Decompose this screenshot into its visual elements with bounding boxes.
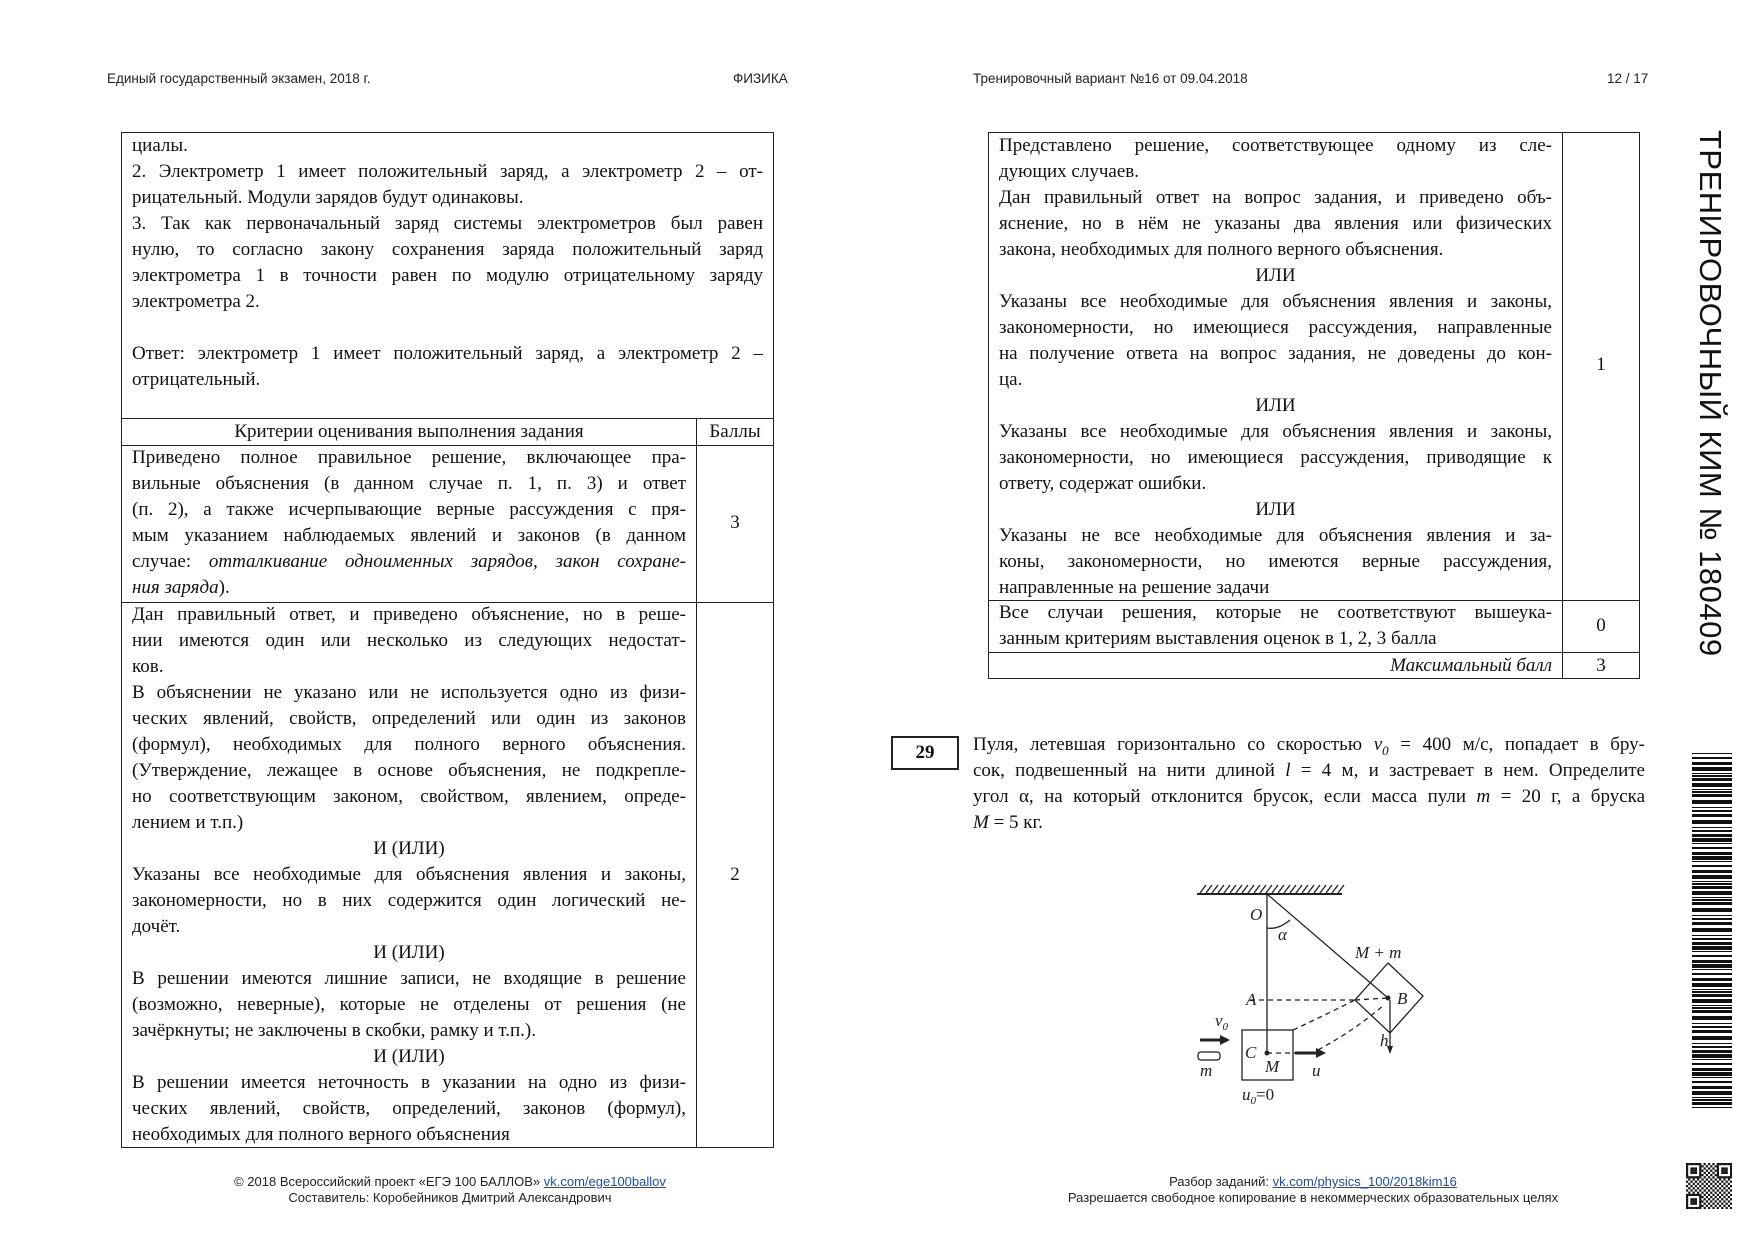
barcode-bar	[1692, 964, 1732, 968]
barcode-bar	[1692, 1016, 1732, 1020]
criterion-0-points: 0	[1596, 615, 1606, 636]
text-line: ца.	[999, 369, 1023, 390]
barcode-bar	[1692, 1046, 1732, 1048]
text-line: дочёт.	[132, 916, 181, 937]
text-line: дующих случаев.	[999, 161, 1139, 182]
barcode-bar	[1692, 1072, 1732, 1076]
solution-text	[122, 133, 773, 393]
barcode-bar	[1692, 778, 1732, 781]
barcode-bar	[1692, 775, 1732, 777]
barcode-bar	[1692, 757, 1732, 759]
text-line: ИЛИ	[1255, 499, 1296, 520]
text-line: отрицательный.	[132, 369, 261, 390]
text-line: угол α, на который отклонится брусок, если масса пули m = 20 г, а бруска	[973, 786, 1645, 807]
barcode-bar	[1692, 918, 1732, 920]
text-line: электрометра 1 в точности равен по модулю отрицательному заряду	[132, 265, 763, 286]
header-variant: Тренировочный вариант №16 от 09.04.2018	[973, 71, 1248, 86]
text-line: И (ИЛИ)	[373, 838, 445, 859]
label-m: m	[1200, 1061, 1213, 1080]
barcode-bar	[1692, 1043, 1732, 1044]
barcode-bar	[1692, 881, 1732, 882]
barcode-bar	[1692, 1007, 1732, 1009]
barcode-bar	[1692, 883, 1732, 885]
barcode-bar	[1692, 1054, 1732, 1058]
footer-license: Разрешается свободное копирование в некоммерческих образовательных целях	[1067, 1190, 1559, 1205]
text-line: Приведено полное правильное решение, включающее пра-	[132, 447, 686, 468]
barcode-bar	[1692, 1059, 1732, 1060]
text-line: Пуля, летевшая горизонтально со скоростью $v_0 = 400$ м/с, попадает в бру-	[973, 734, 1645, 758]
criterion-1-text	[989, 133, 1562, 601]
text-line: закономерности, но имеющиеся рассуждения, приводящие к	[999, 447, 1552, 468]
barcode-bar	[1692, 1023, 1732, 1024]
barcode-bar	[1692, 991, 1732, 993]
barcode-bar	[1692, 794, 1732, 797]
barcode	[1692, 753, 1732, 1108]
text-line: ков.	[132, 656, 164, 677]
barcode-bar	[1692, 1102, 1732, 1105]
barcode-bar	[1692, 856, 1732, 860]
text-line: яснение, но в нём не указаны два явления или физических	[999, 213, 1552, 234]
barcode-bar	[1692, 973, 1732, 975]
text-line: лением и т.п.)	[132, 812, 244, 833]
barcode-bar	[1692, 800, 1732, 804]
barcode-bar	[1692, 875, 1732, 879]
barcode-bar	[1692, 946, 1732, 950]
text-line: И (ИЛИ)	[373, 1046, 445, 1067]
text-line: Представлено решение, соответствующее одному из сле-	[999, 135, 1552, 156]
text-line: закономерности, но имеющиеся рассуждения, направленные	[999, 317, 1552, 338]
label-u0: $u_0=0$	[1242, 1085, 1275, 1107]
text-line: (п. 2), а также исчерпывающие верные рассуждения с пря-	[132, 499, 686, 520]
barcode-bar	[1692, 865, 1732, 867]
barcode-bar	[1692, 762, 1732, 765]
text-line: рицательный. Модули зарядов будут одинаковы.	[132, 187, 524, 208]
label-v0: $v_0$	[1215, 1011, 1229, 1033]
barcode-bar	[1692, 820, 1732, 824]
text-line: мым указанием наблюдаемых явлений и законов (в данном	[132, 525, 686, 546]
text-line: ческих явлений, свойств, определений или один из законов	[132, 708, 686, 729]
barcode-bar	[1692, 767, 1732, 771]
text-line: закона, необходимых для полного верного объяснения.	[999, 239, 1444, 260]
barcode-bar	[1692, 1086, 1732, 1089]
barcode-bar	[1692, 1063, 1732, 1065]
text-line: зачёркнуты; не заключены в скобки, рамку и т.п.).	[132, 1020, 537, 1041]
barcode-bar	[1692, 960, 1732, 963]
barcode-bar	[1692, 783, 1732, 787]
barcode-bar	[1692, 1099, 1732, 1101]
text-line: коны, закономерности, но имеются верные рассуждения,	[999, 551, 1552, 572]
barcode-bar	[1692, 1081, 1732, 1083]
barcode-bar	[1692, 773, 1732, 774]
barcode-bar	[1692, 938, 1732, 940]
text-line: (формул), необходимых для полного верного объяснения.	[132, 734, 686, 755]
text-line	[132, 315, 763, 341]
barcode-bar	[1692, 1030, 1732, 1033]
text-line: Дан правильный ответ на вопрос задания, и приведено объ-	[999, 187, 1552, 208]
criterion-1-points: 1	[1596, 354, 1606, 375]
barcode-bar	[1692, 999, 1732, 1003]
label-O: O	[1250, 905, 1263, 924]
text-line: (возможно, неверные), которые не отделены от решения (не	[132, 994, 686, 1015]
text-line: направленные на решение задачи	[999, 577, 1270, 598]
text-line: ческих явлений, свойств, определений, законов (формул),	[132, 1098, 686, 1119]
barcode-bar	[1692, 830, 1732, 832]
criterion-3-points: 3	[730, 512, 740, 533]
label-alpha: α	[1278, 925, 1287, 944]
barcode-bar	[1692, 789, 1732, 790]
text-line: Ответ: электрометр 1 имеет положительный заряд, а электрометр 2 –	[132, 343, 763, 364]
text-line: ИЛИ	[1255, 395, 1296, 416]
text-line: В объяснении не указано или не используется одно из физи-	[132, 682, 686, 703]
barcode-bar	[1692, 870, 1732, 873]
barcode-bar	[1692, 902, 1732, 905]
text-line: сок, подвешенный на нити длиной l = 4 м, и застревает в нем. Определите	[973, 760, 1645, 781]
barcode-bar	[1692, 838, 1732, 842]
barcode-bar	[1692, 989, 1732, 990]
barcode-bar	[1692, 814, 1732, 817]
points-header: Баллы	[709, 421, 761, 442]
barcode-bar	[1692, 935, 1732, 936]
text-line: В решении имеются лишние записи, не входящие в решение	[132, 968, 686, 989]
text-line: (Утверждение, лежащее в основе объяснения, не подкрепле-	[132, 760, 686, 781]
barcode-bar	[1692, 827, 1732, 828]
barcode-bar	[1692, 807, 1732, 808]
header-subject: ФИЗИКА	[733, 71, 788, 86]
footer-author: Составитель: Коробейников Дмитрий Александрович	[288, 1190, 612, 1205]
barcode-bar	[1692, 899, 1732, 901]
text-line: Указаны все необходимые для объяснения явления и законы,	[999, 421, 1552, 442]
divider	[1562, 132, 1563, 679]
text-line: ИЛИ	[1255, 265, 1296, 286]
text-line: нулю, то согласно закону сохранения заряда положительный заряд	[132, 239, 763, 260]
text-line: на получение ответа на вопрос задания, не доведены до кон-	[999, 343, 1552, 364]
text-line: необходимых для полного верного объяснения	[132, 1124, 510, 1145]
max-score-label: Максимальный балл	[1390, 655, 1552, 676]
footer-left: © 2018 Всероссийский проект «ЕГЭ 100 БАЛЛОВ» vk.com/ege100ballov Составитель: Коробейников Дмитрий Александрович	[150, 1174, 750, 1206]
barcode-bar	[1692, 834, 1732, 837]
barcode-bar	[1692, 861, 1732, 862]
barcode-bar	[1692, 1010, 1732, 1013]
header-exam: Единый государственный экзамен, 2018 г.	[107, 71, 371, 86]
barcode-bar	[1692, 969, 1732, 970]
text-line: Указаны все необходимые для объяснения явления и законы,	[132, 864, 686, 885]
barcode-bar	[1692, 847, 1732, 849]
barcode-bar	[1692, 994, 1732, 997]
text-line: электрометра 2.	[132, 291, 260, 312]
max-score-value: 3	[1596, 655, 1606, 676]
label-u: u	[1312, 1061, 1321, 1080]
barcode-bar	[1692, 908, 1732, 912]
barcode-bar	[1692, 886, 1732, 889]
text-line: вильные объяснения (в данном случае п. 1, п. 3) и ответ	[132, 473, 686, 494]
footer-right: Разбор заданий: vk.com/physics_100/2018kim16 Разрешается свободное копирование в некоммерческих образовательных целях	[963, 1174, 1663, 1206]
label-A: A	[1246, 990, 1257, 1009]
ege100-link[interactable]: vk.com/ege100ballov	[543, 1174, 666, 1189]
barcode-bar	[1692, 1026, 1732, 1028]
barcode-bar	[1692, 915, 1732, 916]
barcode-bar	[1692, 951, 1732, 952]
barcode-bar	[1692, 753, 1732, 754]
text-line: Дан правильный ответ, и приведено объяснение, но в реше-	[132, 604, 686, 625]
criterion-3-text	[122, 445, 696, 601]
criterion-0-text	[989, 600, 1562, 652]
barcode-bar	[1692, 810, 1732, 812]
barcode-bar	[1692, 1091, 1732, 1095]
text-line: но соответствующим законом, свойством, явлением, опреде-	[132, 786, 686, 807]
pendulum-figure	[1150, 850, 1500, 1130]
criterion-2-text	[122, 602, 696, 1148]
text-line: циалы.	[132, 135, 188, 156]
text-line: M = 5 кг.	[973, 812, 1043, 833]
task-text	[963, 732, 1655, 836]
barcode-bar	[1692, 1050, 1732, 1053]
header-page-number: 12 / 17	[1607, 71, 1649, 86]
text-line: 3. Так как первоначальный заряд системы электрометров был равен	[132, 213, 763, 234]
barcode-bar	[1692, 1097, 1732, 1098]
text-line: Все случаи решения, которые не соответствуют вышеука-	[999, 602, 1552, 623]
barcode-bar	[1692, 843, 1732, 844]
barcode-bar	[1692, 1068, 1732, 1071]
barcode-bar	[1692, 1036, 1732, 1040]
text-line: закономерности, но в них содержится один логический не-	[132, 890, 686, 911]
text-line: Указаны все необходимые для объяснения явления и законы,	[999, 291, 1552, 312]
text-line: занным критериям выставления оценок в 1, 2, 3 балла	[999, 628, 1437, 649]
barcode-bar	[1692, 928, 1732, 932]
barcode-bar	[1692, 983, 1732, 987]
barcode-bar	[1692, 922, 1732, 925]
label-C: C	[1245, 1043, 1257, 1062]
label-h: h	[1380, 1031, 1389, 1050]
text-line: ответу, содержат ошибки.	[999, 473, 1207, 494]
criteria-header: Критерии оценивания выполнения задания	[234, 421, 584, 442]
text-line: нии имеются один или несколько из следующих недостат-	[132, 630, 686, 651]
side-title: ТРЕНИРОВОЧНЫЙ КИМ № 180409	[1693, 130, 1728, 657]
barcode-bar	[1692, 955, 1732, 957]
barcode-bar	[1692, 1005, 1732, 1006]
text-line: случае: отталкивание одноименных зарядов, закон сохране-	[132, 551, 686, 572]
text-line: Указаны не все необходимые для объяснения явления и за-	[999, 525, 1552, 546]
barcode-bar	[1692, 942, 1732, 945]
barcode-bar	[1692, 891, 1732, 895]
qr-code	[1686, 1163, 1732, 1209]
text-line: 2. Электрометр 1 имеет положительный заряд, а электрометр 2 – от-	[132, 161, 763, 182]
barcode-bar	[1692, 791, 1732, 793]
text-line: В решении имеется неточность в указании на одно из физи-	[132, 1072, 686, 1093]
barcode-bar	[1692, 1077, 1732, 1078]
task-number: 29	[891, 736, 959, 770]
solutions-link[interactable]: vk.com/physics_100/2018kim16	[1272, 1174, 1457, 1189]
label-B: B	[1397, 989, 1408, 1008]
text-line: ния заряда).	[132, 577, 230, 598]
criterion-2-points: 2	[730, 864, 740, 885]
barcode-bar	[1692, 1107, 1732, 1108]
label-M-plus-m: M + m	[1355, 943, 1402, 962]
text-line: И (ИЛИ)	[373, 942, 445, 963]
label-M: M	[1265, 1057, 1280, 1076]
barcode-bar	[1692, 897, 1732, 898]
barcode-bar	[1692, 852, 1732, 855]
barcode-bar	[1692, 978, 1732, 981]
